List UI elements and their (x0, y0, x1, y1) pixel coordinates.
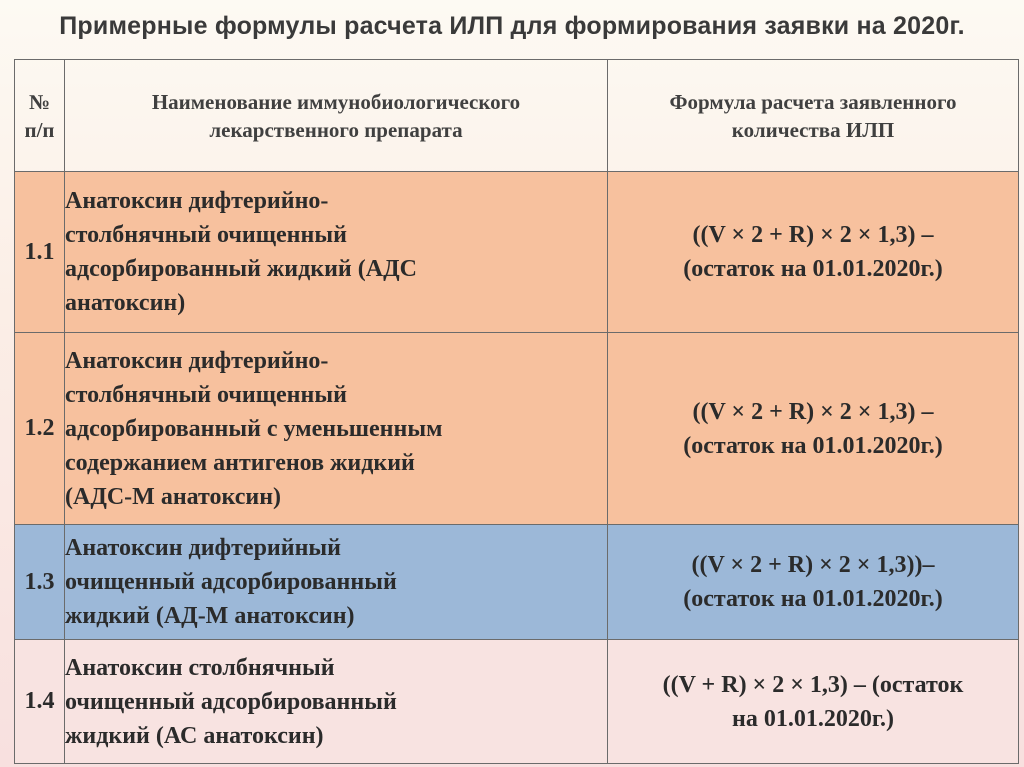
drug-name-line: адсорбированный с уменьшенным (65, 415, 443, 442)
formula (608, 172, 1019, 333)
header-num (15, 60, 65, 172)
drug-name (65, 333, 608, 525)
formula (608, 333, 1019, 525)
header-name (65, 60, 608, 172)
drug-name-line: содержанием антигенов жидкий (65, 449, 415, 476)
formula (608, 525, 1019, 640)
table-header-row (15, 60, 1019, 172)
table-row (15, 525, 1019, 640)
table-row (15, 333, 1019, 525)
row-number: 1.1 (15, 172, 65, 333)
header-name-line2: лекарственного препарата (209, 117, 463, 142)
drug-name-line: очищенный адсорбированный (65, 688, 397, 715)
drug-name-line: Анатоксин дифтерийно- (65, 188, 329, 214)
drug-name-line: Анатоксин столбнячный (65, 654, 335, 681)
drug-name-line: столбнячный очищенный (65, 381, 347, 408)
row-number: 1.2 (15, 333, 65, 525)
formula-line: ((V × 2 + R) × 2 × 1,3) – (692, 222, 934, 248)
drug-name-line: жидкий (АС анатоксин) (65, 722, 324, 749)
formula (608, 640, 1019, 764)
drug-name (65, 525, 608, 640)
header-num-line2: п/п (24, 117, 55, 142)
drug-name (65, 640, 608, 764)
header-num-line1: № (28, 89, 51, 114)
formula-line: ((V × 2 + R) × 2 × 1,3))– (691, 552, 935, 578)
drug-name-line: жидкий (АД-М анатоксин) (65, 603, 355, 629)
formula-line: на 01.01.2020г.) (731, 705, 894, 732)
drug-name-line: адсорбированный жидкий (АДС (65, 256, 417, 282)
drug-name-line: анатоксин) (65, 290, 186, 316)
ilp-formula-table (14, 59, 1019, 764)
drug-name-line: Анатоксин дифтерийный (65, 535, 341, 561)
formula-line: ((V + R) × 2 × 1,3) – (остаток (662, 671, 964, 698)
drug-name-line: очищенный адсорбированный (65, 569, 397, 595)
header-name-line1: Наименование иммунобиологического (151, 89, 521, 114)
header-formula-line2: количества ИЛП (731, 117, 895, 142)
drug-name-line: Анатоксин дифтерийно- (65, 347, 329, 374)
header-formula-line1: Формула расчета заявленного (669, 89, 957, 114)
table-row (15, 172, 1019, 333)
header-formula (608, 60, 1019, 172)
formula-line: (остаток на 01.01.2020г.) (683, 256, 943, 282)
drug-name-line: столбнячный очищенный (65, 222, 347, 248)
drug-name (65, 172, 608, 333)
formula-line: (остаток на 01.01.2020г.) (683, 432, 943, 459)
formula-line: ((V × 2 + R) × 2 × 1,3) – (692, 398, 934, 425)
drug-name-line: (АДС-М анатоксин) (65, 483, 282, 510)
table-row (15, 640, 1019, 764)
row-number: 1.4 (15, 640, 65, 764)
formula-line: (остаток на 01.01.2020г.) (683, 586, 943, 612)
row-number: 1.3 (15, 525, 65, 640)
slide-title: Примерные формулы расчета ИЛП для формирования заявки на 2020г. (59, 12, 965, 40)
